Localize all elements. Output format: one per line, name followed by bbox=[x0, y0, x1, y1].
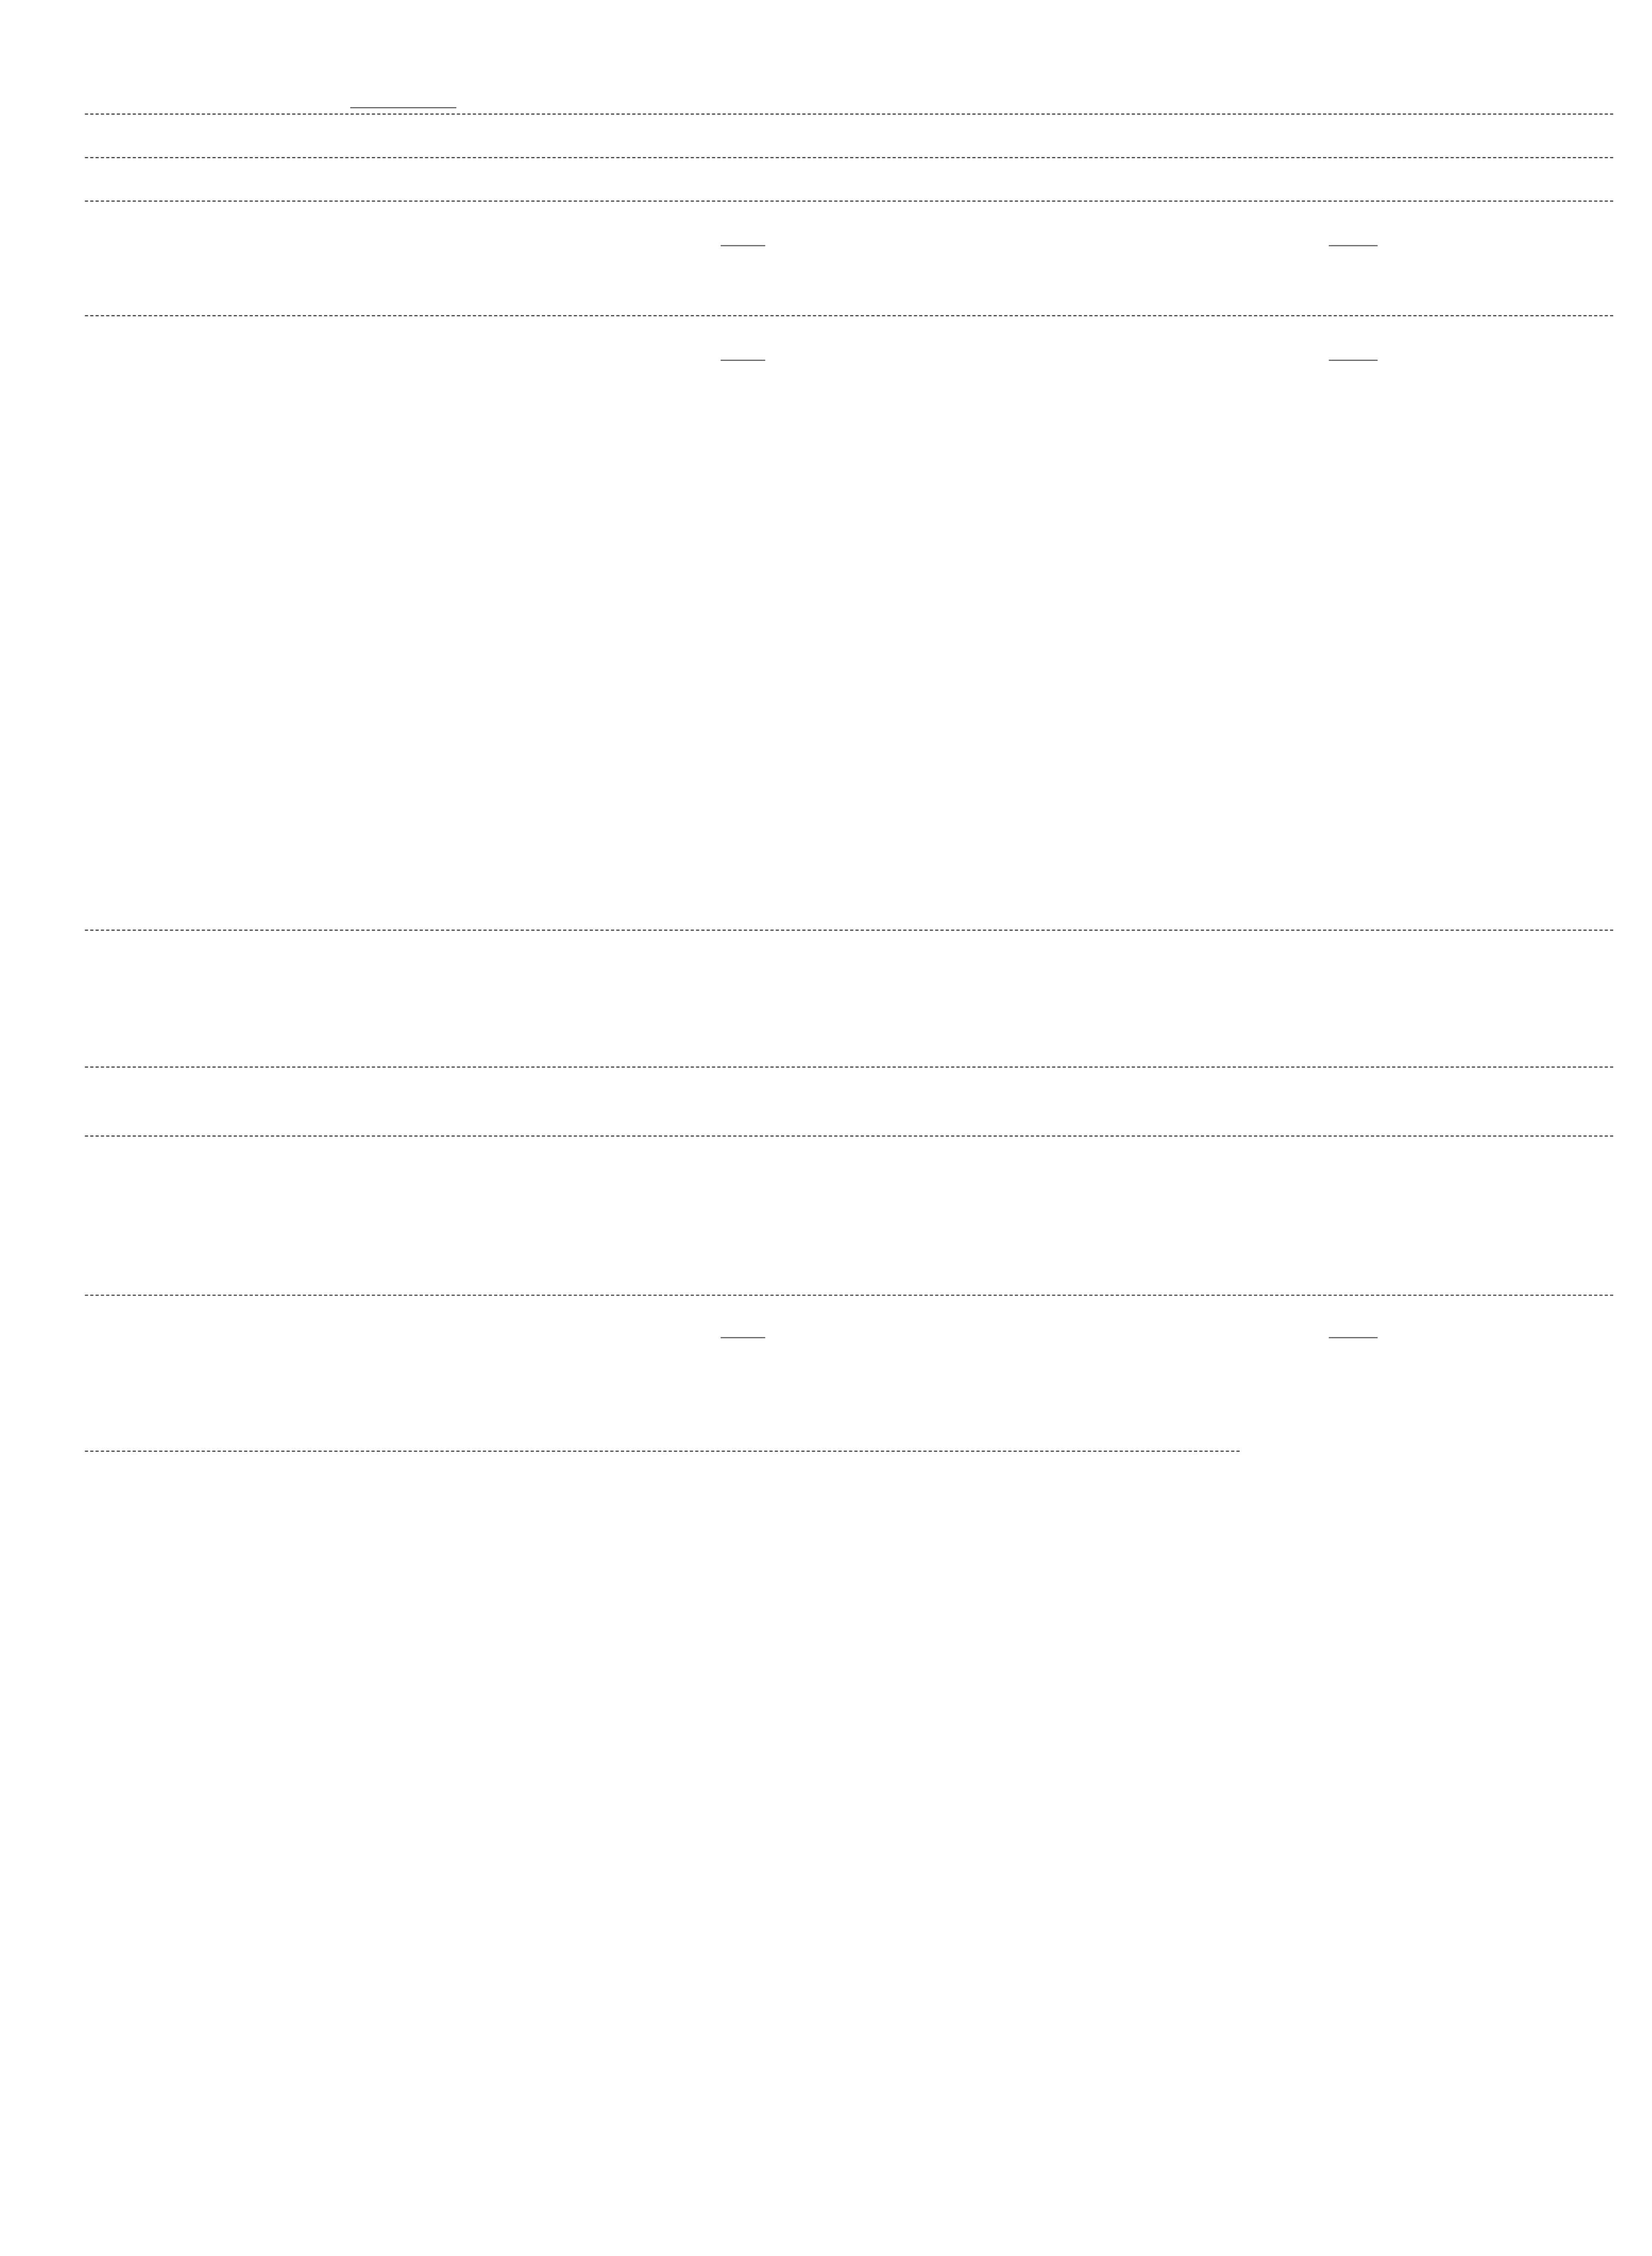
divider bbox=[85, 1136, 1613, 1137]
divider bbox=[85, 201, 1613, 202]
underline bbox=[1329, 360, 1378, 361]
underline bbox=[1329, 1337, 1378, 1338]
divider bbox=[85, 315, 1613, 316]
underline bbox=[721, 1337, 765, 1338]
divider bbox=[85, 157, 1613, 158]
divider bbox=[85, 929, 1613, 930]
underline bbox=[721, 360, 765, 361]
divider bbox=[85, 1451, 1240, 1452]
divider bbox=[85, 114, 1613, 115]
underline bbox=[1329, 245, 1378, 246]
underline bbox=[721, 245, 765, 246]
divider bbox=[85, 1067, 1613, 1068]
signature-underline bbox=[350, 107, 456, 108]
divider bbox=[85, 1294, 1613, 1295]
